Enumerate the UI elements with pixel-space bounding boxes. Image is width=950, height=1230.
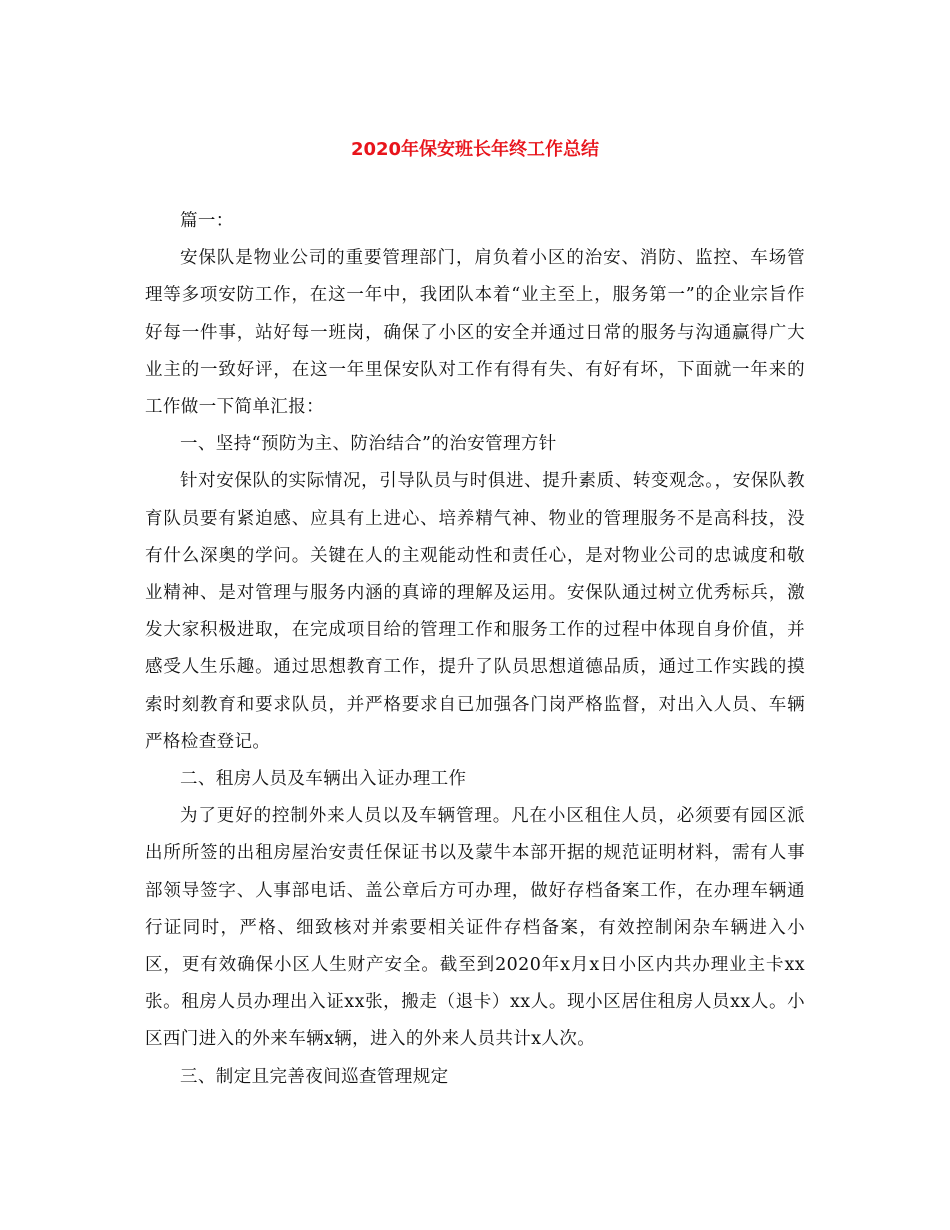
paragraph-section-label: 篇一：	[180, 211, 234, 231]
paragraph-section-1: 针对安保队的实际情况，引导队员与时俱进、提升素质、转变观念。，安保队教育队员要有紧迫感、应具有上进心、培养精气神、物业的管理服务不是高科技，没有什么深奥的学问。关键在人的主观能动性和责任心，是对物业公司的忠诚度和敬业精神、是对管理与服务内涵的真谛的理解及运用。安保队通过树立优秀标兵，激发大家积极进取，在完成项目给的管理工作和服务工作的过程中体现自身价值，并感受人生乐趣。通过思想教育工作，提升了队员思想道德品质，通过工作实践的摸索时刻教育和要求队员，并严格要求自已加强各门岗严格监督，对出入人员、车辆严格检查登记。	[145, 471, 805, 752]
paragraph-intro: 安保队是物业公司的重要管理部门，肩负着小区的治安、消防、监控、车场管理等多项安防工作，在这一年中，我团队本着“业主至上，服务第一”的企业宗旨作好每一件事，站好每一班岗，确保了小区的安全并通过日常的服务与沟通赢得广大业主的一致好评，在这一年里保安队对工作有得有失、有好有坏，下面就一年来的工作做一下简单汇报：	[145, 248, 805, 418]
heading-section-1: 一、坚持“预防为主、防治结合”的治安管理方针	[180, 434, 557, 455]
document-body	[145, 203, 805, 1096]
paragraph-section-2: 为了更好的控制外来人员以及车辆管理。凡在小区租住人员，必须要有园区派出所所签的出租房屋治安责任保证书以及蒙牛本部开据的规范证明材料，需有人事部领导签字、人事部电话、盖公章后方可办理，做好存档备案工作，在办理车辆通行证同时，严格、细致核对并索要相关证件存档备案，有效控制闲杂车辆进入小区，更有效确保小区人生财产安全。截至到2020年x月x日小区内共办理业主卡xx张。租房人员办理出入证xx张，搬走（退卡）xx人。现小区居住租房人员xx人。小区西门进入的外来车辆x辆，进入的外来人员共计x人次。	[145, 806, 805, 1050]
heading-section-2: 二、租房人员及车辆出入证办理工作	[180, 769, 467, 790]
document-title: 2020年保安班长年终工作总结	[350, 139, 600, 160]
heading-section-3: 三、制定且完善夜间巡查管理规定	[180, 1066, 449, 1087]
